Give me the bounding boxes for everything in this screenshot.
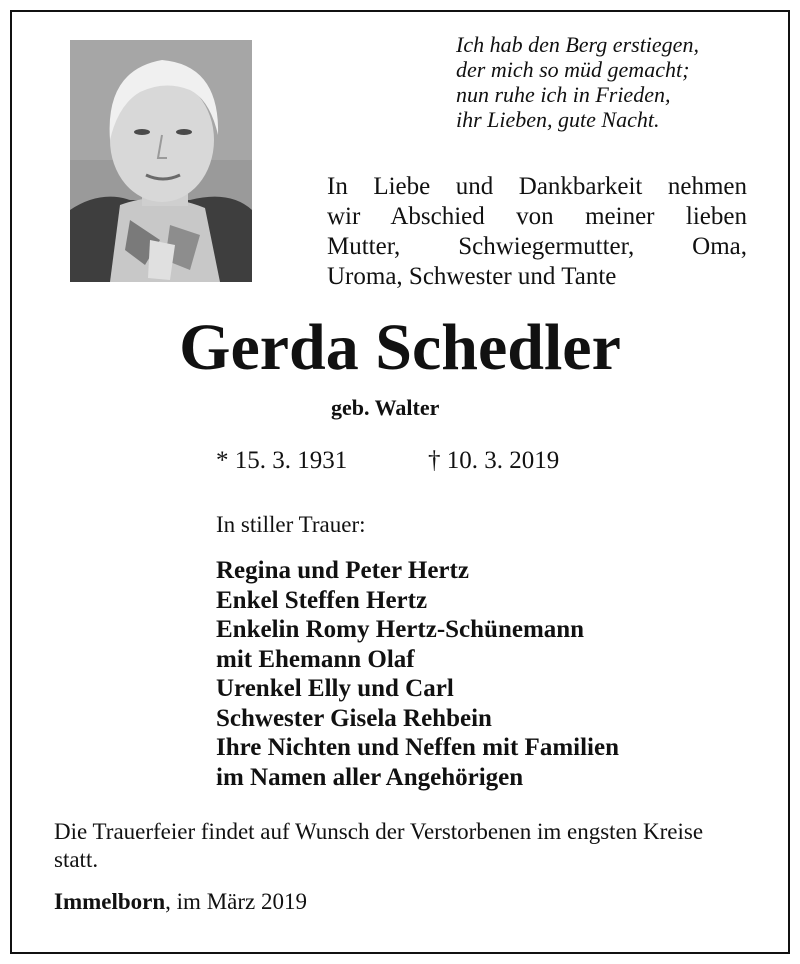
- poem-line: ihr Lieben, gute Nacht.: [456, 107, 660, 132]
- place-town: Immelborn: [54, 889, 166, 914]
- poem-line: nun ruhe ich in Frieden,: [456, 82, 671, 107]
- place-date: , im März 2019: [165, 889, 307, 914]
- mourner-line: Urenkel Elly und Carl: [216, 675, 454, 702]
- intro-text: [327, 172, 747, 292]
- intro-line: wir Abschied von meiner lieben: [327, 203, 747, 230]
- poem-line: der mich so müd gemacht;: [456, 57, 690, 82]
- mourner-line: Ihre Nichten und Neffen mit Familien: [216, 734, 619, 761]
- obituary-frame: [10, 10, 790, 954]
- mourners-list: [216, 556, 619, 792]
- mourner-line: Schwester Gisela Rehbein: [216, 704, 492, 732]
- mourner-line: Enkel Steffen Hertz: [216, 586, 428, 614]
- intro-line: Mutter, Schwiegermutter, Oma,: [327, 233, 747, 260]
- mourner-line: mit Ehemann Olaf: [216, 645, 415, 673]
- ceremony-note: Die Trauerfeier findet auf Wunsch der Verstorbenen im engsten Kreise statt.: [54, 819, 704, 872]
- mourner-line: im Namen aller Angehörigen: [216, 763, 524, 791]
- death-date: † 10. 3. 2019: [428, 447, 560, 474]
- poem: [456, 32, 776, 132]
- mourner-line: Enkelin Romy Hertz-Schünemann: [216, 616, 585, 643]
- deceased-name: Gerda Schedler: [179, 311, 621, 384]
- intro-line: Uroma, Schwester und Tante: [327, 263, 617, 290]
- poem-line: Ich hab den Berg erstiegen,: [456, 32, 699, 57]
- maiden-name: geb. Walter: [331, 395, 440, 420]
- intro-line: In Liebe und Dankbarkeit nehmen: [327, 173, 747, 200]
- mourner-line: Regina und Peter Hertz: [216, 557, 469, 584]
- portrait-photo: [70, 40, 252, 282]
- mourners-label: In stiller Trauer:: [216, 512, 366, 537]
- birth-date: * 15. 3. 1931: [216, 447, 348, 474]
- place-date-line: [54, 889, 307, 915]
